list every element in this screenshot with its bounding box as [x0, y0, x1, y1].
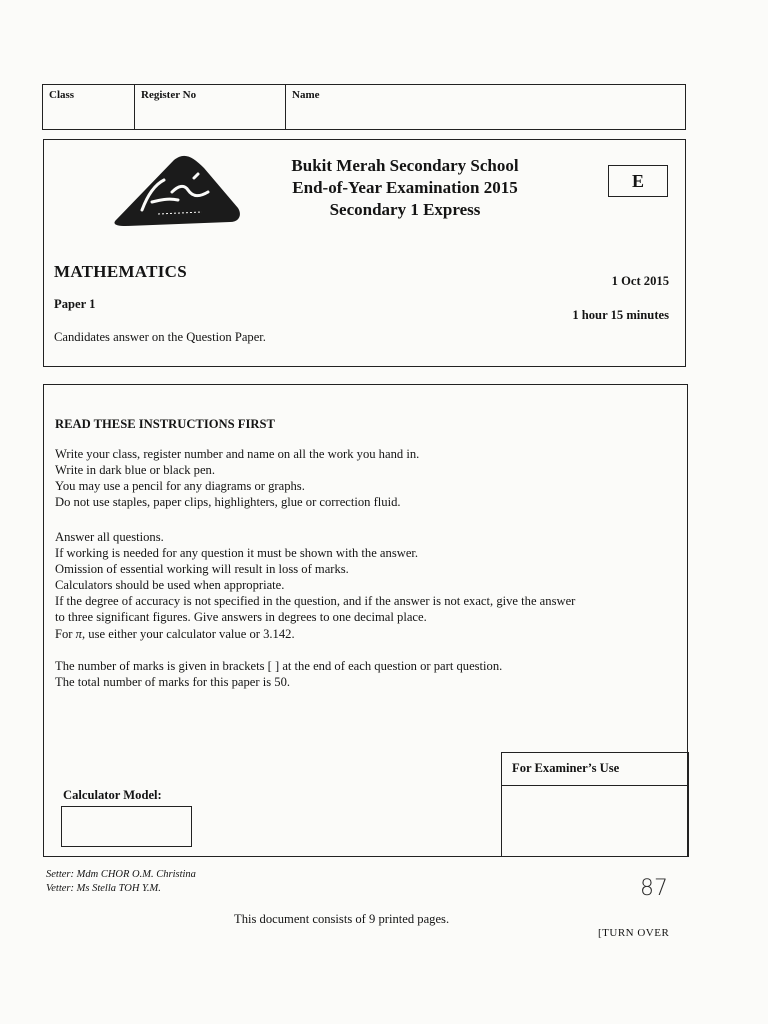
- level-name: Secondary 1 Express: [329, 200, 481, 219]
- candidate-info-table: [42, 84, 686, 130]
- pi-symbol: π: [75, 627, 82, 641]
- handwritten-mark: 87: [640, 876, 668, 901]
- examiner-use-header: [502, 753, 688, 786]
- pi-prefix: For: [55, 627, 76, 641]
- title-block: [43, 139, 686, 367]
- setter-name: Setter: Mdm CHOR O.M. Christina: [46, 869, 196, 880]
- instruction-line: Answer all questions.: [55, 530, 164, 544]
- calculator-label: Calculator Model:: [63, 788, 162, 802]
- school-logo: [112, 154, 242, 228]
- register-cell[interactable]: [135, 85, 286, 129]
- examiner-use-label: For Examiner’s Use: [512, 761, 620, 775]
- calculator-model-field[interactable]: [61, 806, 192, 847]
- page-count-note: This document consists of 9 printed pages.: [234, 912, 450, 926]
- pi-instruction-line: [55, 626, 295, 642]
- instruction-line: The number of marks is given in brackets [ ] at the end of each question or part question.: [55, 659, 503, 673]
- pi-suffix: , use either your calculator value or 3.142.: [81, 627, 295, 641]
- instruction-line: Calculators should be used when appropriate.: [55, 578, 285, 592]
- stream-code-box: E: [608, 165, 668, 197]
- instruction-line: Write your class, register number and name on all the work you hand in.: [55, 447, 420, 461]
- instruction-line: If working is needed for any question it must be shown with the answer.: [55, 546, 419, 560]
- school-logo-icon: [112, 154, 242, 228]
- vetter-name: Vetter: Ms Stella TOH Y.M.: [46, 883, 161, 894]
- instruction-line: If the degree of accuracy is not specified in the question, and if the answer is not exact, give the answer: [55, 594, 576, 608]
- turn-over-note: [TURN OVER: [598, 927, 670, 939]
- instruction-line: Do not use staples, paper clips, highlighters, glue or correction fluid.: [55, 495, 401, 509]
- instruction-line: The total number of marks for this paper is 50.: [55, 675, 291, 689]
- school-name: Bukit Merah Secondary School: [291, 156, 519, 175]
- name-label: Name: [292, 89, 320, 101]
- instruction-line: You may use a pencil for any diagrams or graphs.: [55, 479, 305, 493]
- paper-number: Paper 1: [54, 297, 96, 311]
- exam-date: 1 Oct 2015: [611, 274, 669, 288]
- school-heading: [240, 156, 570, 236]
- examiner-use-box: [501, 752, 689, 857]
- class-label: Class: [49, 89, 75, 101]
- exam-name: End-of-Year Examination 2015: [292, 178, 518, 197]
- instructions-heading: READ THESE INSTRUCTIONS FIRST: [55, 417, 275, 431]
- class-cell[interactable]: [43, 85, 135, 129]
- instruction-line: Omission of essential working will result in loss of marks.: [55, 562, 349, 576]
- subject-title: MATHEMATICS: [54, 262, 188, 281]
- answer-note: Candidates answer on the Question Paper.: [54, 330, 266, 344]
- instruction-line: Write in dark blue or black pen.: [55, 463, 216, 477]
- register-label: Register No: [141, 89, 197, 101]
- name-cell[interactable]: [286, 85, 685, 129]
- examiner-marks-area[interactable]: [502, 785, 688, 856]
- exam-duration: 1 hour 15 minutes: [572, 308, 669, 322]
- instruction-line: to three significant figures. Give answers in degrees to one decimal place.: [55, 610, 427, 624]
